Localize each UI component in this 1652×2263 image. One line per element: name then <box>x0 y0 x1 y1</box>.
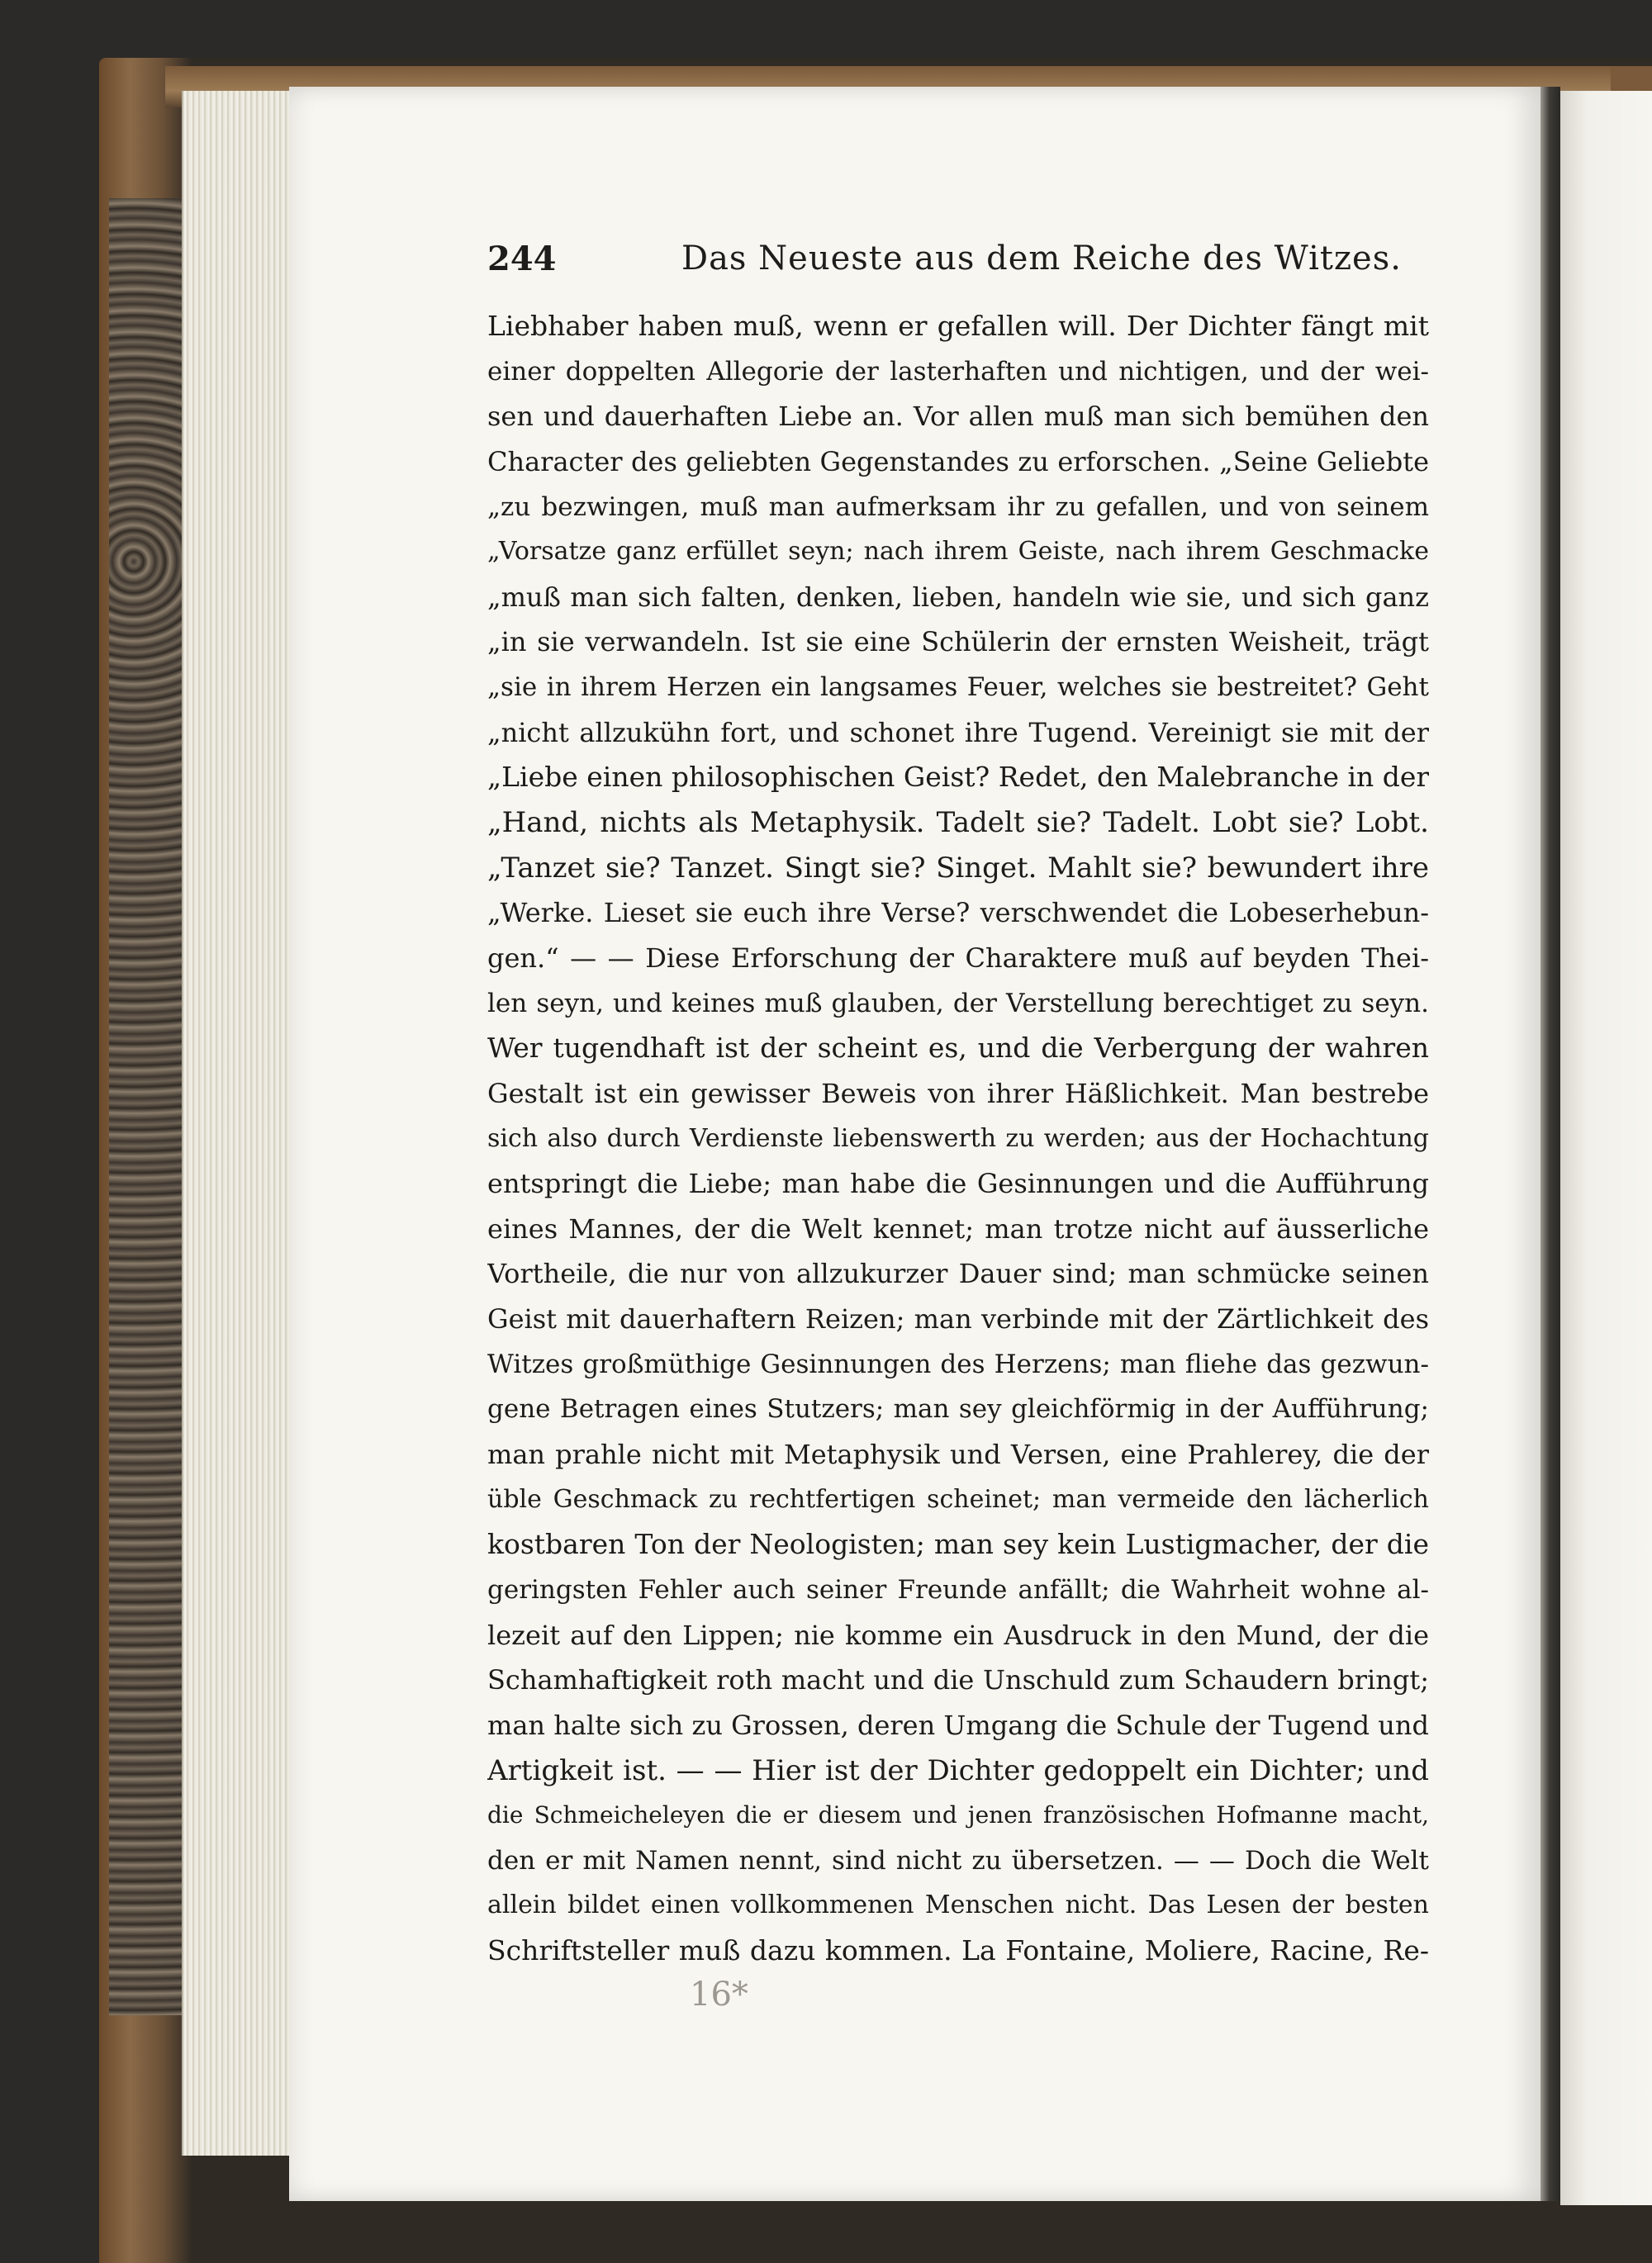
text-line: gen.“ — — Diese Erforschung der Charaktere muß auf beyden Thei- <box>487 942 1429 974</box>
book-gutter <box>1540 87 1560 2201</box>
text-line: geringsten Fehler auch seiner Freunde anfällt; die Wahrheit wohne al- <box>487 1574 1429 1605</box>
text-line: die Schmeicheleyen die er diesem und jenen französischen Hofmanne macht, <box>487 1801 1429 1829</box>
body-text <box>487 304 1429 1974</box>
text-line: gene Betragen eines Stutzers; man sey gleichförmig in der Aufführung; <box>487 1394 1429 1425</box>
running-title: Das Neueste aus dem Reiche des Witzes. <box>681 240 1402 278</box>
text-line: „Liebe einen philosophischen Geist? Redet, den Malebranche in der <box>487 761 1429 794</box>
marbled-endpaper <box>109 198 192 2015</box>
text-line: kostbaren Ton der Neologisten; man sey kein Lustigmacher, der die <box>487 1528 1429 1561</box>
text-line: „zu bezwingen, muß man aufmerksam ihr zu gefallen, und von seinem <box>487 491 1429 522</box>
text-line: „nicht allzukühn fort, und schonet ihre Tugend. Vereinigt sie mit der <box>487 716 1429 748</box>
text-line: Schriftsteller muß dazu kommen. La Fontaine, Moliere, Racine, Re- <box>487 1934 1429 1967</box>
text-line: „muß man sich falten, denken, lieben, handeln wie sie, und sich ganz <box>487 581 1429 613</box>
text-line: „Werke. Lieset sie euch ihre Verse? verschwendet die Lobeserhebun- <box>487 897 1429 929</box>
text-line: man prahle nicht mit Metaphysik und Versen, eine Prahlerey, die der <box>487 1439 1429 1471</box>
text-line: den er mit Namen nennt, sind nicht zu übersetzen. — — Doch die Welt <box>487 1845 1429 1876</box>
text-line: Artigkeit ist. — — Hier ist der Dichter gedoppelt ein Dichter; und <box>487 1753 1429 1787</box>
text-line: einer doppelten Allegorie der lasterhaften und nichtigen, und der wei- <box>487 356 1429 387</box>
text-line: Witzes großmüthige Gesinnungen des Herzens; man fliehe das gezwun- <box>487 1349 1429 1379</box>
text-line: sich also durch Verdienste liebenswerth zu werden; aus der Hochachtung <box>487 1123 1429 1153</box>
text-line: Vortheile, die nur von allzukurzer Dauer sind; man schmücke seinen <box>487 1258 1429 1290</box>
text-line: „Vorsatze ganz erfüllet seyn; nach ihrem Geiste, nach ihrem Geschmacke <box>487 537 1429 567</box>
signature-mark: 16* <box>690 1976 748 2014</box>
facing-page-edge <box>1560 91 1652 2205</box>
text-line: Gestalt ist ein gewisser Beweis von ihrer Häßlichkeit. Man bestrebe <box>487 1077 1429 1109</box>
text-line: eines Mannes, der die Welt kennet; man trotze nicht auf äusserliche <box>487 1212 1429 1245</box>
text-line: üble Geschmack zu rechtfertigen scheinet; man vermeide den lächerlich <box>487 1484 1429 1514</box>
text-line: „in sie verwandeln. Ist sie eine Schülerin der ernsten Weisheit, trägt <box>487 626 1429 658</box>
text-line: Geist mit dauerhaftern Reizen; man verbinde mit der Zärtlichkeit des <box>487 1303 1429 1336</box>
text-line: man halte sich zu Grossen, deren Umgang die Schule der Tugend und <box>487 1709 1429 1741</box>
text-line: Wer tugendhaft ist der scheint es, und die Verbergung der wahren <box>487 1032 1429 1065</box>
text-line: „Hand, nichts als Metaphysik. Tadelt sie? Tadelt. Lobt sie? Lobt. <box>487 806 1429 840</box>
page-header <box>487 240 1429 289</box>
text-line: Liebhaber haben muß, wenn er gefallen will. Der Dichter fängt mit <box>487 310 1429 342</box>
text-line: allein bildet einen vollkommenen Menschen nicht. Das Lesen der besten <box>487 1891 1429 1920</box>
text-line: entspringt die Liebe; man habe die Gesinnungen und die Aufführung <box>487 1168 1429 1200</box>
text-line: lezeit auf den Lippen; nie komme ein Ausdruck in den Mund, der die <box>487 1619 1429 1651</box>
text-line: Schamhaftigkeit roth macht und die Unschuld zum Schaudern bringt; <box>487 1664 1429 1696</box>
page-edges <box>182 91 299 2156</box>
text-line: „Tanzet sie? Tanzet. Singt sie? Singet. Mahlt sie? bewundert ihre <box>487 851 1429 885</box>
text-line: sen und dauerhaften Liebe an. Vor allen muß man sich bemühen den <box>487 401 1429 433</box>
page-number: 244 <box>487 240 557 278</box>
text-line: len seyn, und keines muß glauben, der Verstellung berechtiget zu seyn. <box>487 988 1429 1018</box>
text-line: Character des geliebten Gegenstandes zu erforschen. „Seine Geliebte <box>487 445 1429 477</box>
text-line: „sie in ihrem Herzen ein langsames Feuer, welches sie bestreitet? Geht <box>487 672 1429 703</box>
